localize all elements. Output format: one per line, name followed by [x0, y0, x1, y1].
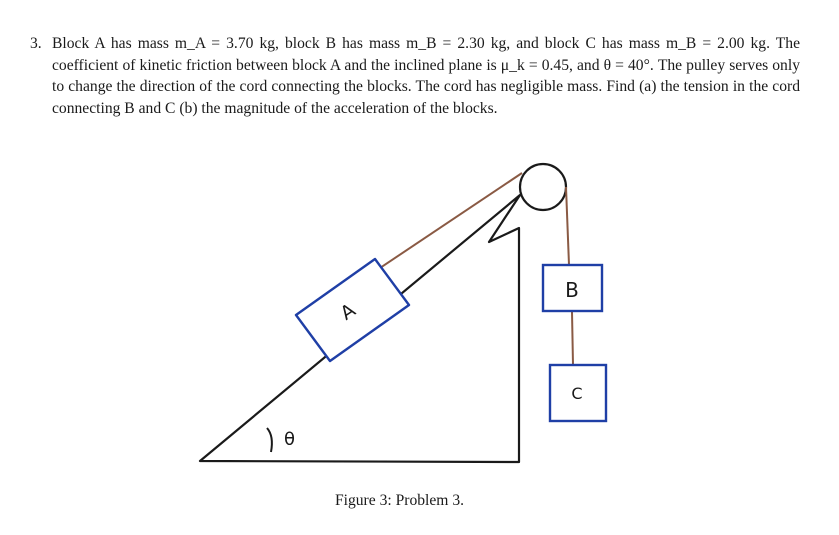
block-b-label: B	[565, 278, 579, 302]
block-c-label: C	[571, 384, 583, 403]
pulley	[520, 164, 566, 210]
theta-label: θ	[284, 429, 296, 450]
cord-b-to-c	[572, 312, 573, 365]
block-a-label: A	[336, 299, 360, 325]
problem-text: Block A has mass m_A = 3.70 kg, block B has mass m_B = 2.30 kg, and block C has mass m_B = 2.00 kg. The coefficient of kinetic friction between block A and the inclined plane is μ_k = 0.45, and θ = 40°. The pulley serves only to change the direction of the cord connecting the blocks. The cord has negligible mass. Find (a) the tension in the cord connecting B and C (b) the magnitude of the acceleration of the blocks.	[52, 35, 800, 117]
figure-caption: Figure 3: Problem 3.	[334, 492, 465, 509]
problem-number: 3.	[30, 35, 42, 52]
angle-arc	[267, 428, 272, 452]
cord-pulley-to-b	[566, 187, 569, 265]
